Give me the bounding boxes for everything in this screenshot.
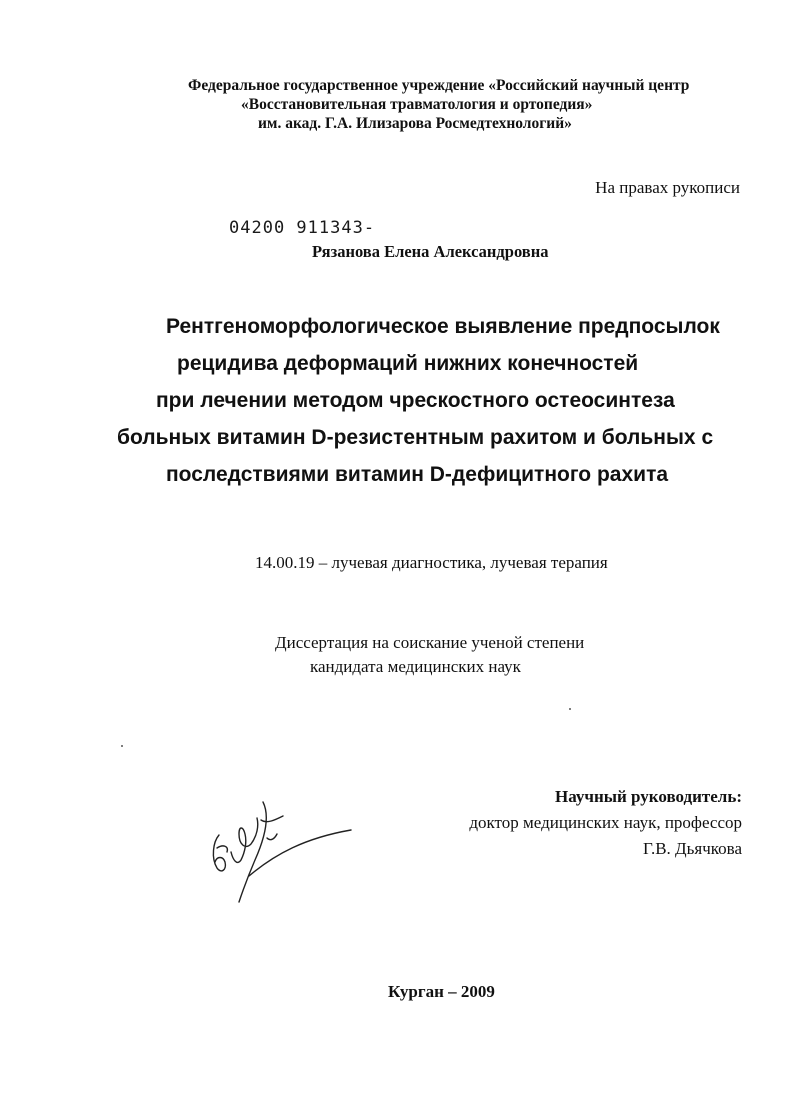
scan-speck	[569, 708, 571, 710]
specialty-code: 14.00.19 – лучевая диагностика, лучевая терапия	[255, 553, 608, 572]
title-line: при лечении методом чрескостного остеосинтеза	[156, 389, 675, 412]
title-line: последствиями витамин D-дефицитного рахита	[166, 463, 669, 486]
title-line: больных витамин D-резистентным рахитом и больных с	[117, 426, 714, 449]
institution-line: Федеральное государственное учреждение «Российский научный центр	[188, 77, 690, 94]
supervisor-heading: Научный руководитель:	[555, 787, 742, 806]
city-year: Курган – 2009	[388, 982, 495, 1001]
title-line: Рентгеноморфологическое выявление предпосылок	[166, 315, 720, 338]
author-name: Рязанова Елена Александровна	[312, 242, 549, 261]
degree-line: Диссертация на соискание ученой степени	[275, 633, 585, 652]
manuscript-rights-note: На правах рукописи	[595, 178, 740, 197]
supervisor-block	[469, 784, 742, 862]
title-line: рецидива деформаций нижних конечностей	[177, 352, 639, 375]
degree-line: кандидата медицинских наук	[310, 657, 521, 676]
dissertation-title	[60, 308, 760, 493]
scan-speck	[121, 745, 123, 747]
archive-code-stamp: 04200 911343-	[229, 218, 376, 238]
institution-line: им. акад. Г.А. Илизарова Росмедтехнологий»	[258, 115, 572, 132]
handwritten-signature	[205, 790, 355, 910]
supervisor-name: Г.В. Дьячкова	[643, 839, 742, 858]
institution-line: «Восстановительная травматология и ортопедия»	[241, 96, 593, 113]
institution-header	[150, 76, 750, 133]
degree-statement	[275, 631, 584, 679]
supervisor-degree: доктор медицинских наук, профессор	[469, 813, 742, 832]
